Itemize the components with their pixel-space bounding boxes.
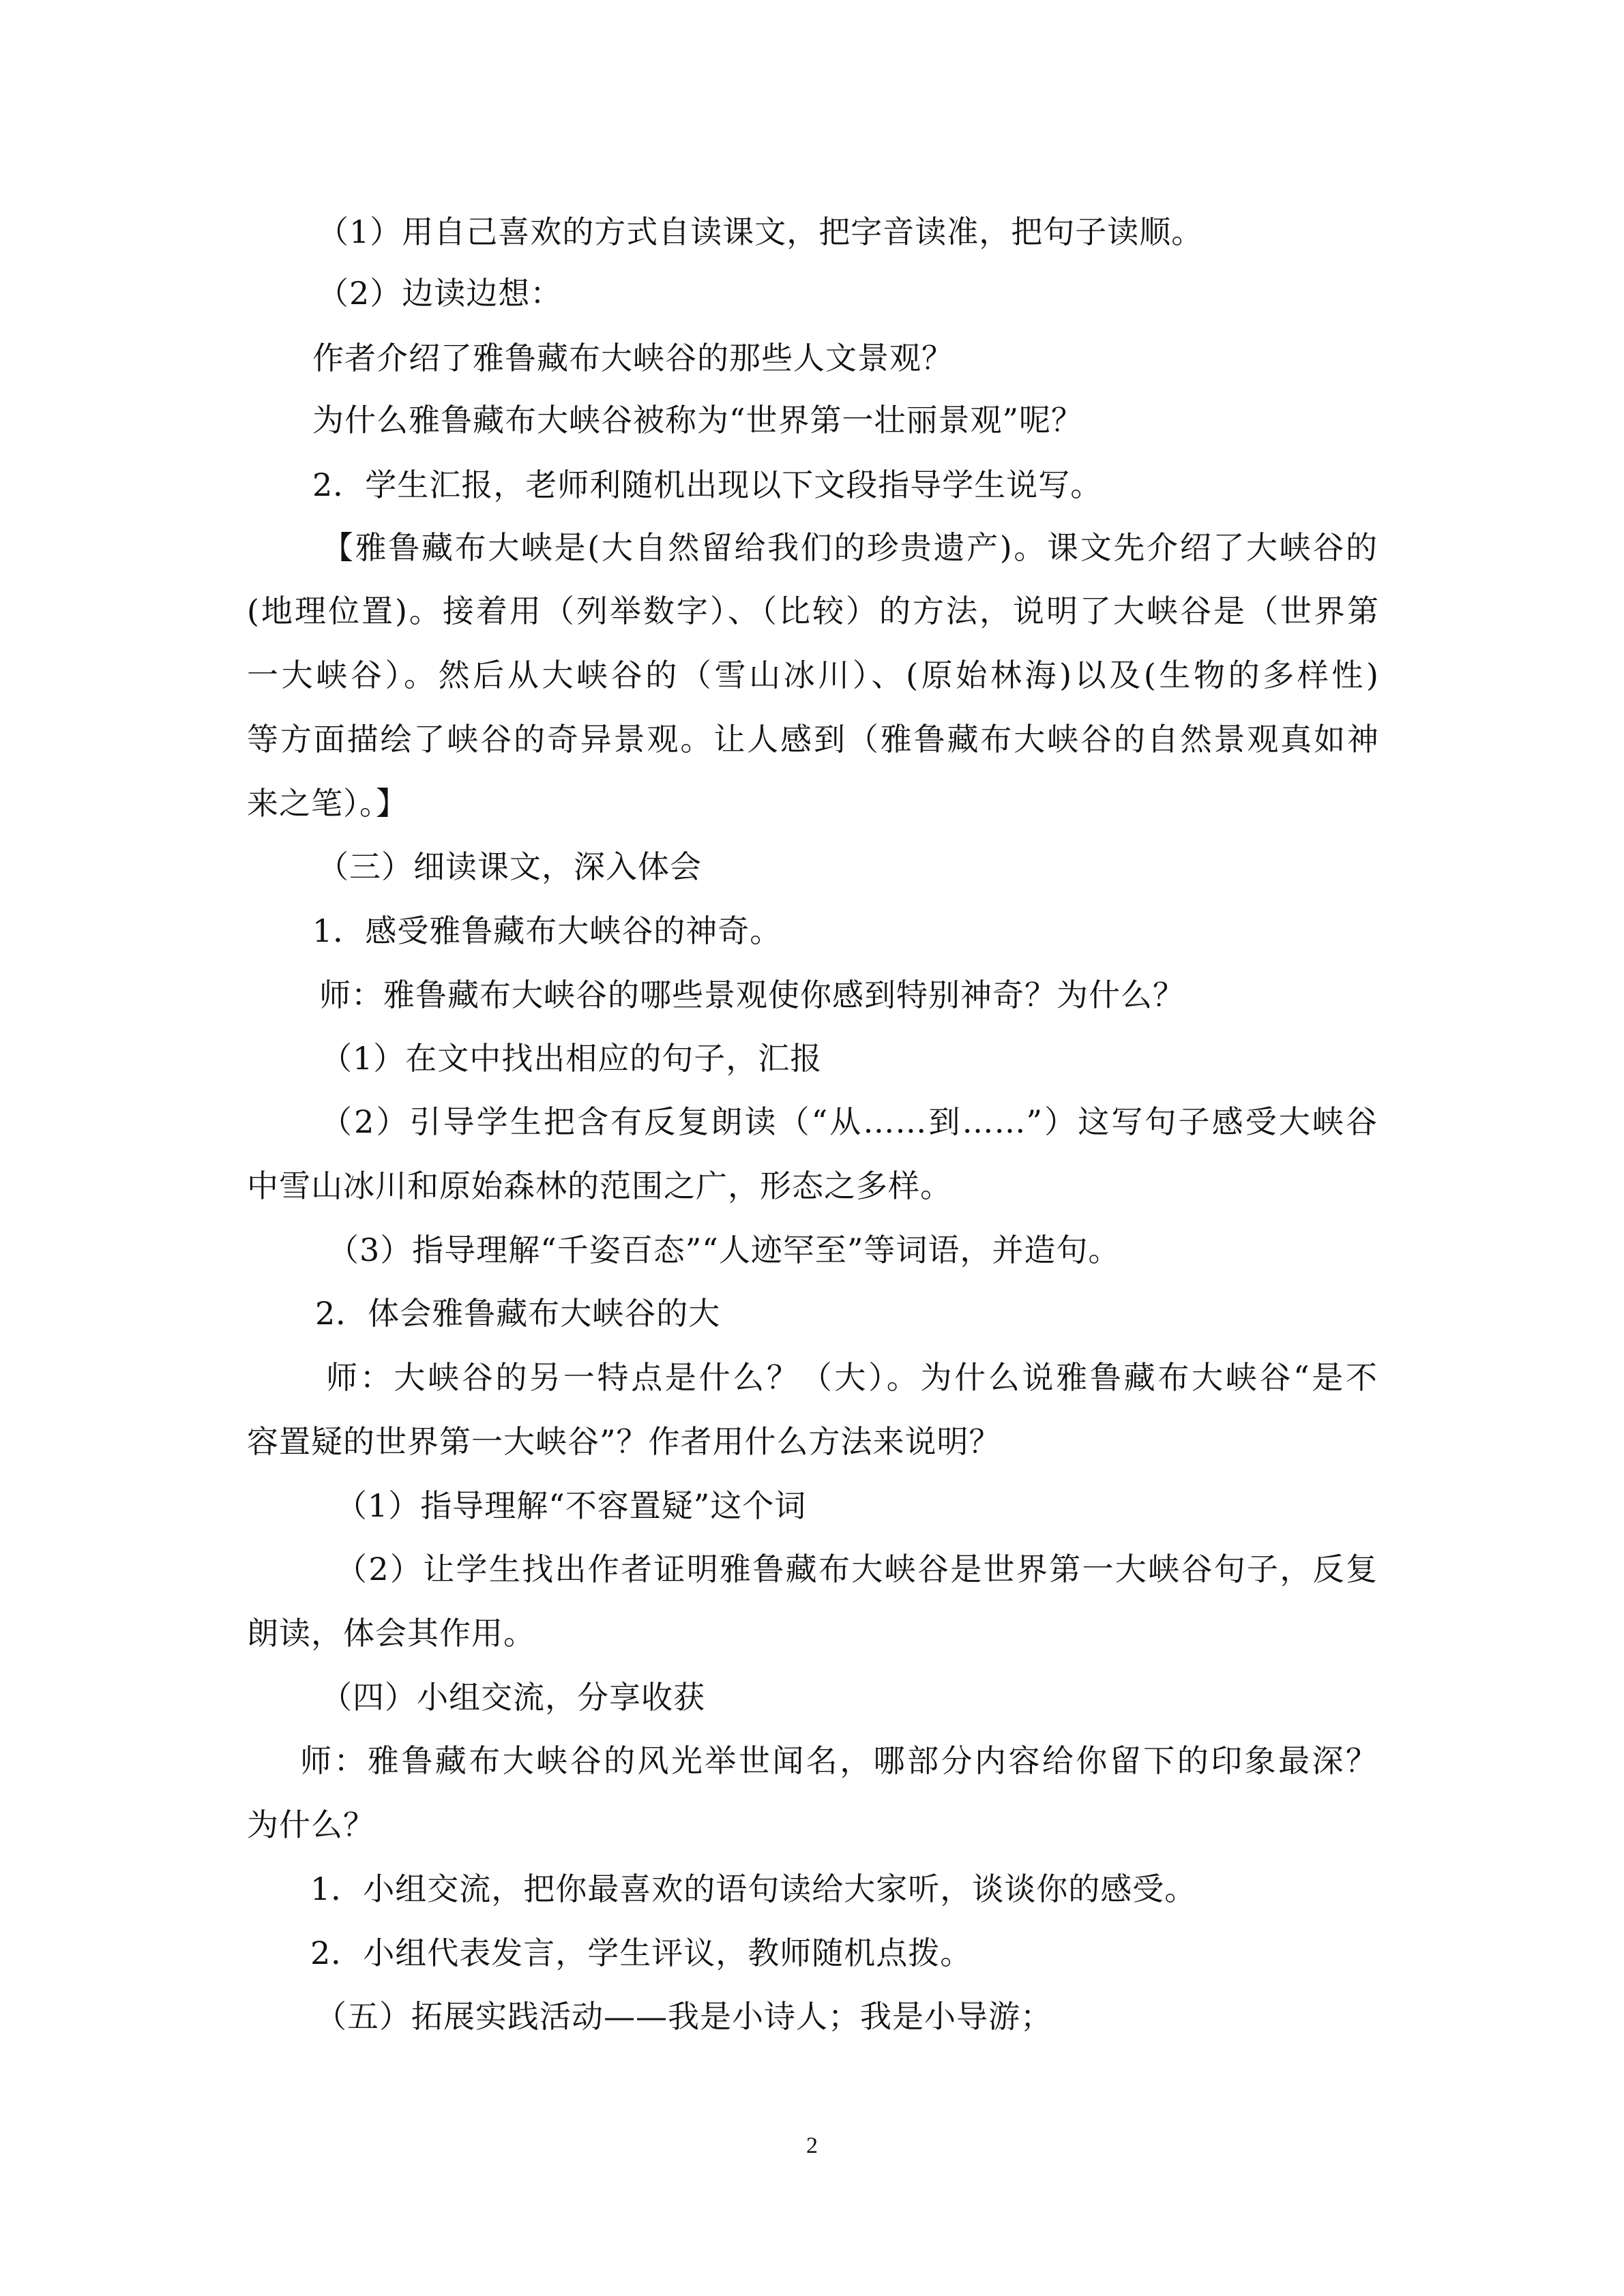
text-line-28: 2．小组代表发言，学生评议，教师随机点拨。 <box>310 1935 973 1971</box>
text-line-18: 2．体会雅鲁藏布大峡谷的大 <box>315 1295 721 1332</box>
text-line-22: （2）让学生找出作者证明雅鲁藏布大峡谷是世界第一大峡谷句子，反复 <box>336 1551 1378 1587</box>
text-line-12: 1．感受雅鲁藏布大峡谷的神奇。 <box>312 912 782 949</box>
text-line-6: 【雅鲁藏布大峡是(大自然留给我们的珍贵遗产)。课文先介绍了大峡谷的 <box>322 529 1378 566</box>
text-line-11: （三）细读课文，深入体会 <box>317 848 702 885</box>
text-line-3: 作者介绍了雅鲁藏布大峡谷的那些人文景观？ <box>312 340 954 376</box>
text-line-27: 1．小组交流，把你最喜欢的语句读给大家听，谈谈你的感受。 <box>310 1870 1197 1907</box>
page-number: 2 <box>806 2133 818 2158</box>
text-line-16: 中雪山冰川和原始森林的范围之广，形态之多样。 <box>247 1167 952 1204</box>
text-line-29: （五）拓展实践活动——我是小诗人；我是小导游； <box>315 1998 1052 2035</box>
text-line-14: （1）在文中找出相应的句子，汇报 <box>321 1040 823 1077</box>
text-line-19: 师：大峡谷的另一特点是什么？（大）。为什么说雅鲁藏布大峡谷“是不 <box>326 1359 1378 1396</box>
text-line-4: 为什么雅鲁藏布大峡谷被称为“世界第一壮丽景观”呢？ <box>312 402 1084 438</box>
text-line-15: （2）引导学生把含有反复朗读（“从……到……”）这写句子感受大峡谷 <box>321 1103 1378 1140</box>
text-line-21: （1）指导理解“不容置疑”这个词 <box>336 1487 807 1524</box>
text-line-20: 容置疑的世界第一大峡谷”？作者用什么方法来说明？ <box>247 1423 1001 1460</box>
text-line-5: 2．学生汇报，老师利随机出现以下文段指导学生说写。 <box>312 466 1103 503</box>
text-line-10: 来之笔）。】 <box>247 785 408 822</box>
text-line-13: 师：雅鲁藏布大峡谷的哪些景观使你感到特别神奇？为什么？ <box>319 976 1185 1013</box>
text-line-9: 等方面描绘了峡谷的奇异景观。让人感到（雅鲁藏布大峡谷的自然景观真如神 <box>247 721 1379 758</box>
text-line-2: （2）边读边想： <box>317 275 563 312</box>
text-line-8: 一大峡谷）。然后从大峡谷的（雪山冰川）、(原始林海)以及(生物的多样性) <box>247 657 1379 694</box>
text-line-25: 师：雅鲁藏布大峡谷的风光举世闻名，哪部分内容给你留下的印象最深？ <box>300 1742 1378 1779</box>
text-line-7: (地理位置)。接着用（列举数字）、（比较）的方法，说明了大峡谷是（世界第 <box>247 593 1379 629</box>
text-line-26: 为什么？ <box>247 1806 375 1843</box>
text-line-1: （1）用自己喜欢的方式自读课文，把字音读准，把句子读顺。 <box>317 213 1204 250</box>
text-line-23: 朗读，体会其作用。 <box>247 1615 535 1652</box>
text-line-17: （3）指导理解“千姿百态”“人迹罕至”等词语，并造句。 <box>327 1232 1121 1268</box>
text-line-24: （四）小组交流，分享收获 <box>321 1679 705 1716</box>
